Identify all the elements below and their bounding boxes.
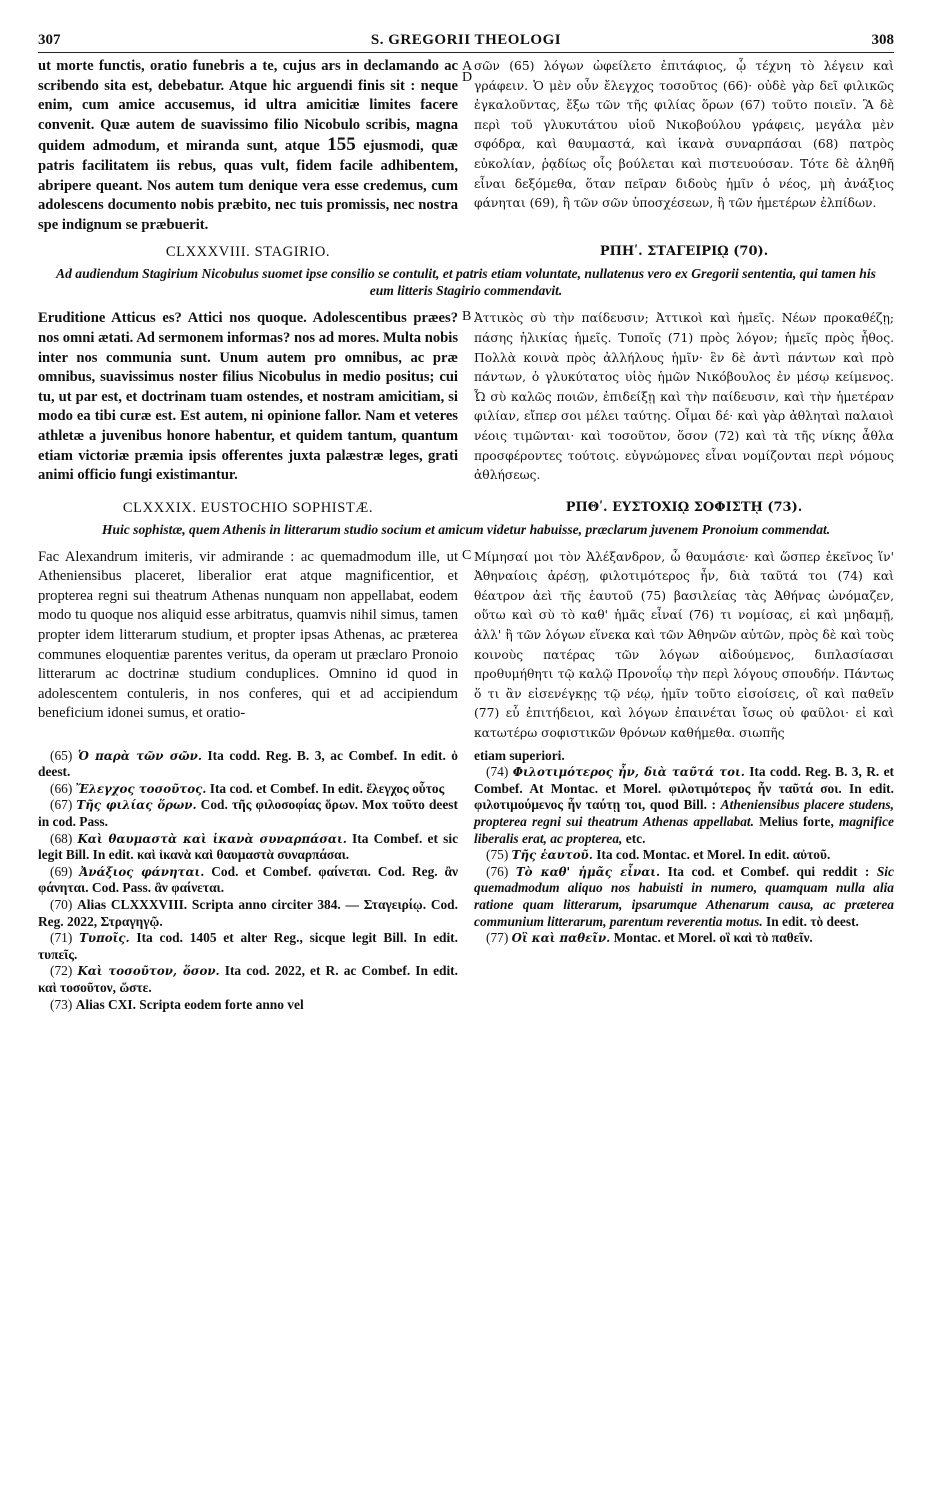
letter-body — [38, 548, 894, 744]
latin-heading: CLXXXIX. EUSTOCHIO SOPHISTÆ. — [122, 499, 374, 516]
letter-body — [38, 309, 894, 485]
letter-heading — [38, 244, 894, 261]
footnote: (74) Φιλοτιμότερος ἦν, διὰ ταῦτά τοι. Ita codd. Reg. B. 3, R. et Combef. At Montac. et Morel. φιλοτιμότερος ἦν ταῦτά σοι. In edit. φιλοτιμούμενος ἦν ταύτῃ τοι, quod Bill. : Atheniensibus placere studens, propterea regni sui theatrum Athenas appellabat. Melius forte, magnifice liberalis erat, ac propterea, etc. — [474, 764, 894, 846]
latin-text: ut morte functis, oratio funebris a te, cujus ars in declamando ac scribendo sita est, debebatur. Atque hic arguendi finis sit : neque enim, cum amice accusemus, id ultra amicitiæ limites facere convenit. Quæ autem de suavissimo filio Nicobulo scribis, magna quidem admodum, et miranda sunt, atque 155 ejusmodi, quæ patris facilitatem iis rebus, quas vult, fidem facile adhibentem, abripere queant. Nos autem tum denique vera esse credemus, cum adolescens documento nobis præbito, nec tuis promissis, nec nostra spe indignum se præbuerit. — [38, 58, 458, 233]
margin-marker: C — [462, 547, 472, 563]
footnote: (67) Τῆς φιλίας ὅρων. Cod. τῆς φιλοσοφίας ὅρων. Mox τοῦτο deest in cod. Pass. — [38, 797, 458, 829]
greek-heading: ΡΠΘʹ. ΕΥΣΤΟΧΙῼ ΣΟΦΙΣΤῌ (73). — [565, 499, 803, 515]
letter-argument: Huic sophistæ, quem Athenis in litterarum studio socium et amicum videtur habuisse, præclarum juvenem Pronoium commendat. — [101, 521, 831, 537]
page — [38, 32, 894, 1492]
latin-column — [38, 548, 458, 744]
greek-text: Ἀττικὸς σὺ τὴν παίδευσιν; Ἀττικοὶ καὶ ἡμεῖς. Νέων προκαθέζῃ; πάσης ἡλικίας ἡμεῖς. Τυποῖς (71) πρὸς λόγον; ἡμεῖς πρὸς ἦθος. Πολλὰ κοινὰ πρὸς ἀλλήλους ἡμῖν· ἓν δὲ ἀντὶ πάντων καὶ πρὸ πάντων, ὁ γλυκύτατος υἱὸς ἡμῶν Νικόβουλος ἐν μέσῳ κείμενος. Ὦ σὺ καλῶς ποιῶν, ἐπιδείξῃ καὶ τὴν παίδευσιν, καὶ τὴν ἡμετέραν φιλίαν, εἴπερ σοι μέλει ταύτης. Οἶμαι δέ· καὶ γὰρ ἀθληταὶ παλαιοὶ νέοις τιμῶνται· καὶ τοσοῦτον, ὅσον (72) καὶ τὰ τῆς νίκης ἆθλα προσφέροντες τούτοις. εὐγνώμονες εἶναι νομίζονται περὶ νόμους ἀθλήσεως. — [474, 311, 894, 483]
running-head — [38, 32, 894, 53]
page-number-right: 308 — [871, 32, 894, 48]
footnote: (66) Ἔλεγχος τοσοῦτος. Ita cod. et Combef. In edit. ἔλεγχος οὗτος — [50, 780, 445, 796]
footnotes-left — [38, 748, 458, 1014]
footnote: (68) Καὶ θαυμαστὰ καὶ ἱκανὰ συναρπάσαι. Ita Combef. et sic legit Bill. In edit. καὶ ἱκανὰ καὶ θαυμαστὰ συναρπάσαι. — [38, 830, 459, 863]
column-number: 155 — [327, 134, 356, 156]
latin-text: Fac Alexandrum imiteris, vir admirande : ac quemadmodum ille, ut Atheniensibus placeret, liberalior erat atque magnificentior, et propterea regni sui theatrum Athenas nunquam non appellabat, eodem modo tu quoque nos aliquid esse arbitratus, quamvis nihil simus, tamen propter idem litterarum studium, et propter ipsas Athenas, ac præterea communes eloquentiæ parentes veritus, da operam ut præclaro Pronoio litterarum ac doctrinæ studium conduplices. Omnino id quod in adolescentem contuleris, in nos conferes, qui et ad accipiendum beneficium idonei sumus, et oratio- — [38, 548, 458, 722]
greek-text: σῶν (65) λόγων ὠφείλετο ἐπιτάφιος, ᾧ τέχνη τὸ λέγειν καὶ γράφειν. Ὁ μὲν οὖν ἔλεγχος τοσοῦτος (66)· οὐδὲ γὰρ δεῖ φιλικῶς ἐγκαλοῦντας, ἔξω τῶν τῆς φιλίας ὅρων (67) τοῦτο ποιεῖν. Ἃ δὲ περὶ τοῦ γλυκυτάτου υἱοῦ Νικοβούλου γράφεις, μεγάλα μὲν σφόδρα, καὶ θαυμαστά, καὶ ἱκανὰ συναρπάσαι (68) πατρὸς εὐκολίαν, ῥᾳδίως οἷς βούλεται καὶ πιστευούσαν. Τότε δὲ ἀληθῆ εἶναι δεξόμεθα, ὅταν πεῖραν διδοὺς ἡμῖν ὁ νέος, μὴ ἀνάξιος φάνηται (69), ἢ τῶν σῶν ὑποσχέσεων, ἢ τῶν ἡμετέρων ἐλπίδων. — [474, 59, 894, 211]
greek-column — [474, 548, 894, 744]
footnote: (75) Τῆς ἑαυτοῦ. Ita cod. Montac. et Morel. In edit. αὐτοῦ. — [486, 847, 831, 863]
footnote: (76) Τὸ καθ' ἡμᾶς εἶναι. Ita cod. et Combef. qui reddit : Sic quemadmodum aliquo nos habuisti in numero, quamquam nulla alia ratione quam litterarum, ipsarumque Athenarum causa, ac præterea communium litterarum, parentum reverentia motus. In edit. τὸ deest. — [474, 863, 894, 929]
latin-heading: CLXXXVIII. STAGIRIO. — [165, 244, 331, 261]
greek-heading: ΡΠΗʹ. ΣΤΑΓΕΙΡΙῼ (70). — [599, 244, 769, 260]
greek-text: Μίμησαί μοι τὸν Ἀλέξανδρον, ὦ θαυμάσιε· καὶ ὥσπερ ἐκεῖνος ἵν' Ἀθηναίοις ἀρέσῃ, φιλοτιμότερος ἦν, διὰ ταῦτά τοι (74) καὶ θέατρον ἀεὶ τῆς ἑαυτοῦ (75) βασιλείας τὰς Ἀθήνας ὠνόμαζεν, οὕτω καὶ σὺ τὸ καθ' ἡμᾶς εἶναί (76) τι νομίσας, εἰ καὶ μηδαμῇ, ἀλλ' ἢ τῶν λόγων εἵνεκα καὶ τῶν Ἀθηνῶν αὐτῶν, πρὸς δὲ καὶ τοὺς κοινοὺς πατέρας τῶν λόγων αἰδούμενος, διπλασίασαι προθυμήθητι τῷ καλῷ Προνοΐῳ τὴν περὶ λόγους σπουδήν. Πάντως ὅ τι ἂν εἰσενέγκῃς τῷ νέῳ, ἡμῖν τοῦτο εἰσοίσεις, οἳ καὶ παθεῖν (77) εὖ ἐπιτήδειοι, καὶ λόγων ἐπαινέται ἴσως οὐ φαῦλοι· εἰ καὶ κατωτέρω σοφιστικῶν θρόνων καθήμεθα. σιωπῆς — [474, 549, 894, 741]
footnote: (72) Καὶ τοσοῦτον, ὅσον. Ita cod. 2022, et R. ac Combef. In edit. καὶ τοσοῦτον, ὥστε. — [38, 963, 458, 995]
footnote: (69) Ἀνάξιος φάνηται. Cod. et Combef. φαίνεται. Cod. Reg. ἂν φάνηται. Cod. Pass. ἂν φαίνεται. — [38, 863, 458, 896]
margin-marker: A — [462, 59, 473, 74]
page-number-left: 307 — [38, 32, 61, 48]
latin-column — [38, 309, 458, 485]
footnote: (71) Τυποῖς. Ita cod. 1405 et alter Reg., sicque legit Bill. In edit. τυπεῖς. — [38, 930, 458, 962]
margin-marker: D — [462, 70, 473, 85]
running-title: S. GREGORII THEOLOGI — [370, 32, 562, 48]
footnote: (77) Οἳ καὶ παθεῖν. Montac. et Morel. οἳ καὶ τὸ παθεῖν. — [486, 930, 813, 946]
greek-column — [474, 309, 894, 485]
footnote: (70) Alias CLXXXVIII. Scripta anno circiter 384. — Σταγειρίῳ. Cod. Reg. 2022, Στραγηγῷ. — [38, 896, 458, 929]
footnote: (65) Ὁ παρὰ τῶν σῶν. Ita codd. Reg. B. 3, ac Combef. In edit. ὁ deest. — [38, 747, 459, 780]
letter-heading — [38, 500, 894, 517]
letter-argument: Ad audiendum Stagirium Nicobulus suomet ipse consilio se contulit, et patris etiam voluntate, nullatenus vero ex Gregorii sententia, qui tamen his eum litteris Stagirio commendavit. — [56, 266, 876, 299]
margin-marker: B — [462, 309, 472, 325]
latin-column — [38, 57, 458, 235]
footnotes-right — [474, 748, 894, 1014]
footnote-continuation: etiam superiori. — [474, 747, 565, 763]
footnote: (73) Alias CXI. Scripta eodem forte anno vel — [50, 996, 304, 1012]
greek-column — [474, 57, 894, 235]
latin-text: Eruditione Atticus es? Attici nos quoque. Adolescentibus præes? nos omni ætati. Ad sermonem informas? nos ad mores. Multa nobis inter nos communia sunt. Unum autem pro omnibus, ac præ omnibus, suavissimus noster filius Nicobulus in medio positus; cui tu, ut par est, et doctrinam tuam ostendes, et nostram amicitiam, si modo ea tibi curæ est. Est autem, ni opinione fallor. Nam et veteres athletæ a juvenibus honore habentur, et quidem tantum, quantum etiam victoriæ præmia ipsis offerentes juxta palæstræ leges, grati animi officio fungi existimantur. — [38, 310, 458, 484]
